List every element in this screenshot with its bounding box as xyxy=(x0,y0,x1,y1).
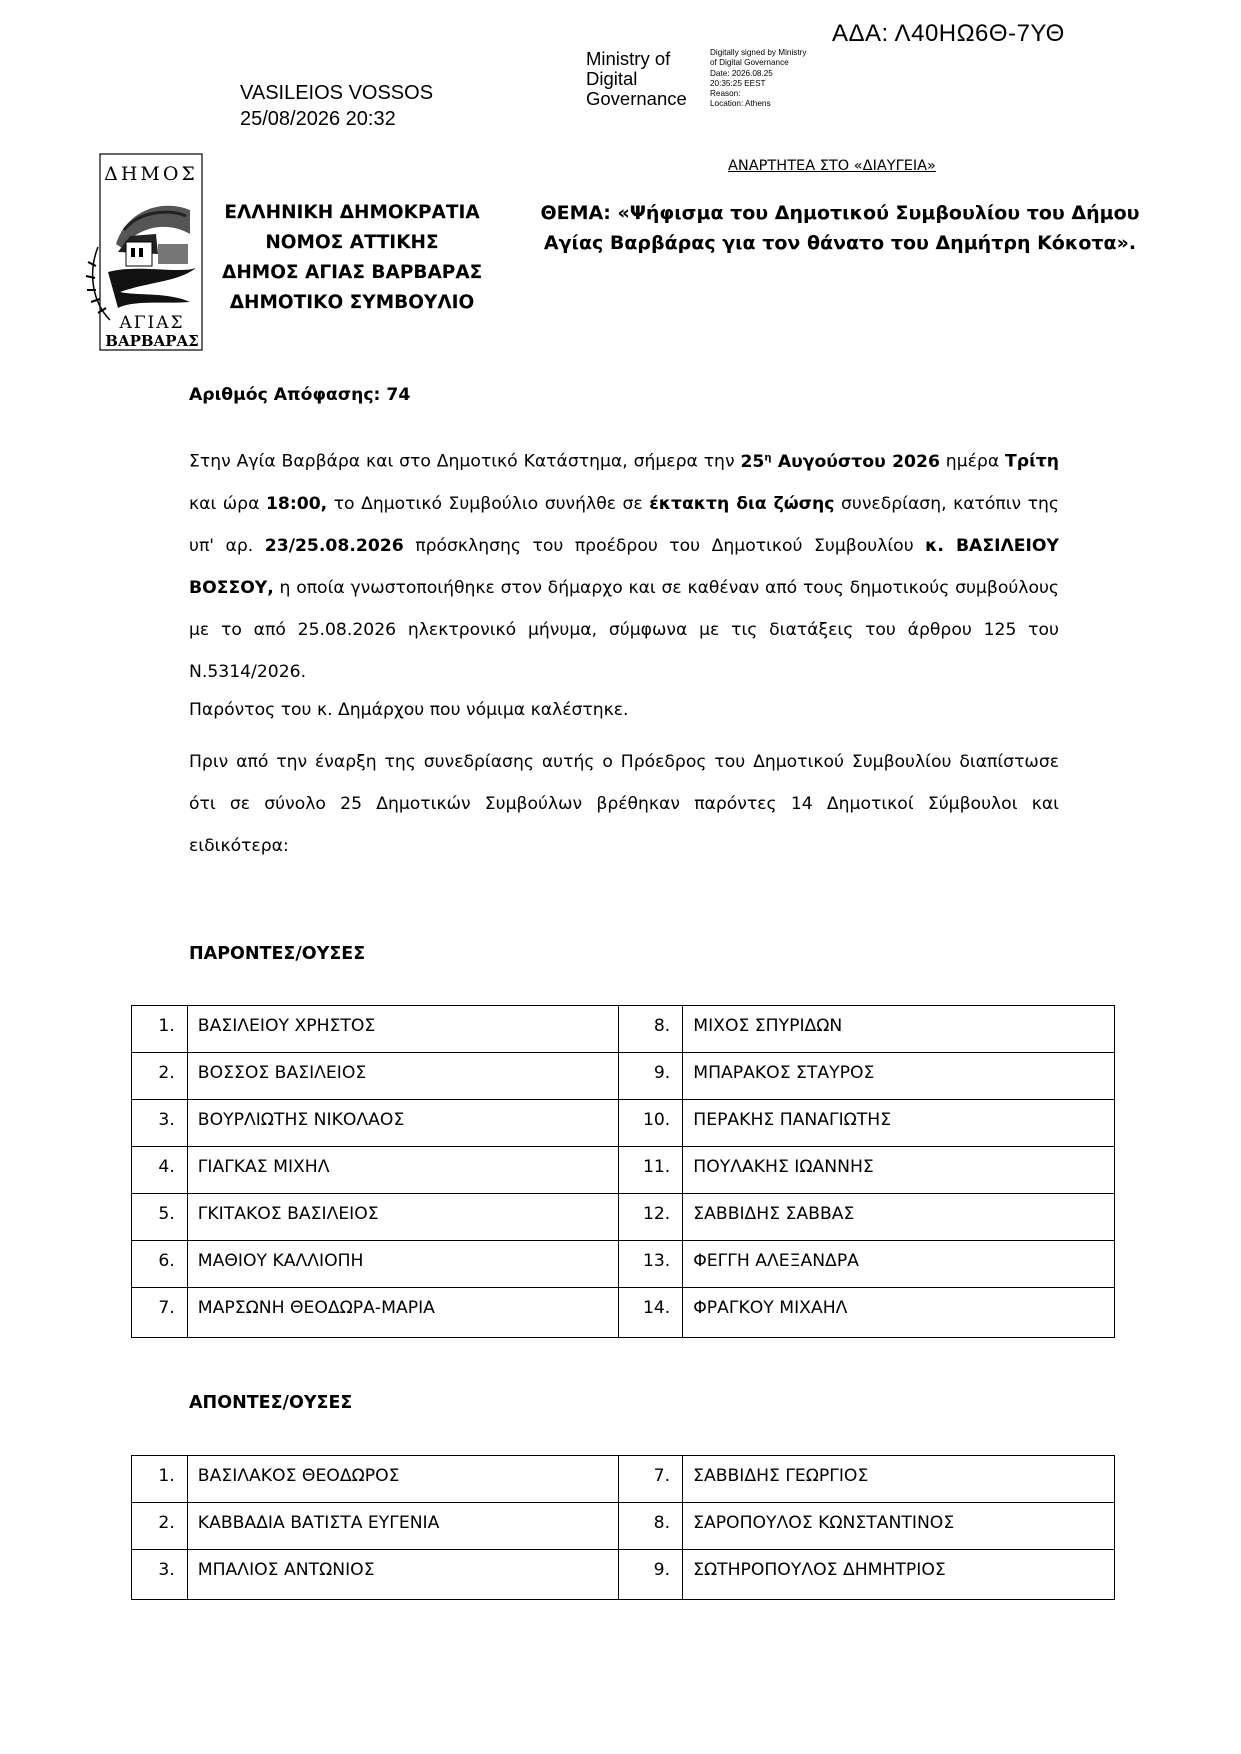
meeting-time: 18:00, xyxy=(265,493,328,514)
member-number: 9. xyxy=(619,1053,683,1100)
signer-block xyxy=(240,80,433,132)
signature-line: Date: 2026.08.25 xyxy=(710,68,773,78)
member-name: ΒΑΣΙΛΑΚΟΣ ΘΕΟΔΩΡΟΣ xyxy=(187,1456,619,1503)
member-name: ΦΡΑΓΚΟΥ ΜΙΧΑΗΛ xyxy=(683,1288,1115,1338)
letterhead xyxy=(222,198,482,318)
member-number: 5. xyxy=(132,1194,188,1241)
member-number: 11. xyxy=(619,1147,683,1194)
president-name: κ. ΒΑΣΙΛΕΙΟΥ ΒΟΣΣΟΥ, xyxy=(189,535,1059,598)
member-number: 9. xyxy=(619,1550,683,1600)
member-number: 6. xyxy=(132,1241,188,1288)
member-number: 8. xyxy=(619,1006,683,1053)
subject-line: ΘΕΜΑ: «Ψήφισμα του Δημοτικού Συμβουλίου του Δήμου xyxy=(540,202,1140,224)
signature-line: of Digital Governance xyxy=(710,58,789,68)
table-row xyxy=(132,1194,1115,1241)
publication-note: ΑΝΑΡΤΗΤΕΑ ΣΤΟ «ΔΙΑΥΓΕΙΑ» xyxy=(728,158,936,174)
invitation-number: 23/25.08.2026 xyxy=(264,535,404,556)
member-name: ΓΙΑΓΚΑΣ ΜΙΧΗΛ xyxy=(187,1147,619,1194)
table-row xyxy=(132,1503,1115,1550)
subject-title xyxy=(540,198,1140,258)
letterhead-line: ΝΟΜΟΣ ΑΤΤΙΚΗΣ xyxy=(265,232,439,253)
member-name: ΠΟΥΛΑΚΗΣ ΙΩΑΝΝΗΣ xyxy=(683,1147,1115,1194)
member-number: 10. xyxy=(619,1100,683,1147)
signature-line: 20:35:25 EEST xyxy=(710,78,766,88)
logo-bottom-line2: ΒΑΡΒΑΡΑΣ xyxy=(105,332,199,350)
table-row xyxy=(132,1147,1115,1194)
signer-name: VASILEIOS VOSSOS xyxy=(240,82,434,104)
member-number: 14. xyxy=(619,1288,683,1338)
document-body xyxy=(189,385,1059,867)
intro-text: πρόσκλησης του προέδρου του Δημοτικού Συμβουλίου xyxy=(403,535,926,556)
signer-datetime: 25/08/2026 20:32 xyxy=(240,108,396,130)
present-title: ΠΑΡΟΝΤΕΣ/ΟΥΣΕΣ xyxy=(189,944,366,964)
present-members-table xyxy=(131,1005,1115,1338)
member-name: ΣΑΡΟΠΟΥΛΟΣ ΚΩΝΣΤΑΝΤΙΝΟΣ xyxy=(683,1503,1115,1550)
table-row xyxy=(132,1100,1115,1147)
member-number: 8. xyxy=(619,1503,683,1550)
member-number: 1. xyxy=(132,1006,188,1053)
session-type: έκτακτη δια ζώσης xyxy=(649,493,835,514)
intro-text: ημέρα xyxy=(939,451,1006,472)
member-number: 2. xyxy=(132,1053,188,1100)
member-number: 7. xyxy=(619,1456,683,1503)
table-row xyxy=(132,1288,1115,1338)
member-number: 1. xyxy=(132,1456,188,1503)
intro-text: η οποία γνωστοποιήθηκε στον δήμαρχο και σε καθέναν από τους δημοτικούς συμβούλους με το από 25.08.2026 ηλεκτρονικό μήνυμα, σύμφωνα με τις διατάξεις του άρθρου 125 του Ν.5314/2026. xyxy=(189,577,1059,682)
quorum-paragraph: Πριν από την έναρξη της συνεδρίασης αυτής ο Πρόεδρος του Δημοτικού Συμβουλίου διαπίστωσε ότι σε σύνολο 25 Δημοτικών Συμβούλων βρέθηκαν παρόντες 14 Δημοτικοί Σύμβουλοι και ειδικότερα: xyxy=(189,751,1059,856)
absent-title: ΑΠΟΝΤΕΣ/ΟΥΣΕΣ xyxy=(189,1393,353,1413)
meeting-weekday: Τρίτη xyxy=(1005,451,1059,472)
digital-signature-info xyxy=(710,48,806,110)
table-row xyxy=(132,1006,1115,1053)
member-number: 4. xyxy=(132,1147,188,1194)
member-name: ΦΕΓΓΗ ΑΛΕΞΑΝΔΡΑ xyxy=(683,1241,1115,1288)
meeting-day: 25 xyxy=(740,451,765,472)
absent-members-table xyxy=(131,1455,1115,1600)
attendance-note: Παρόντος του κ. Δημάρχου που νόμιμα καλέστηκε. xyxy=(189,699,629,720)
member-number: 3. xyxy=(132,1550,188,1600)
table-row xyxy=(132,1053,1115,1100)
member-name: ΒΑΣΙΛΕΙΟΥ ΧΡΗΣΤΟΣ xyxy=(187,1006,619,1053)
letterhead-line: ΔΗΜΟΣ ΑΓΙΑΣ ΒΑΡΒΑΡΑΣ xyxy=(222,262,483,283)
member-name: ΣΑΒΒΙΔΗΣ ΣΑΒΒΑΣ xyxy=(683,1194,1115,1241)
member-name: ΜΑΘΙΟΥ ΚΑΛΛΙΟΠΗ xyxy=(187,1241,619,1288)
table-row xyxy=(132,1241,1115,1288)
member-number: 2. xyxy=(132,1503,188,1550)
ada-code: ΑΔΑ: Λ40ΗΩ6Θ-7ΥΘ xyxy=(832,20,1065,47)
signature-line: Digitally signed by Ministry xyxy=(710,48,807,57)
member-name: ΜΠΑΛΙΟΣ ΑΝΤΩΝΙΟΣ xyxy=(187,1550,619,1600)
signature-line: Location: Athens xyxy=(710,99,771,109)
ministry-line: Ministry of xyxy=(586,48,671,69)
subject-line: Αγίας Βαρβάρας για τον θάνατο του Δημήτρη Κόκοτα». xyxy=(543,232,1137,254)
member-number: 13. xyxy=(619,1241,683,1288)
ministry-line: Governance xyxy=(586,88,687,109)
member-name: ΜΑΡΣΩΝΗ ΘΕΟΔΩΡΑ-ΜΑΡΙΑ xyxy=(187,1288,619,1338)
intro-text: Στην Αγία Βαρβάρα και στο Δημοτικό Κατάστημα, σήμερα την xyxy=(189,451,741,472)
member-name: ΒΟΣΣΟΣ ΒΑΣΙΛΕΙΟΣ xyxy=(187,1053,619,1100)
intro-text: συνεδρίαση, κατόπιν της υπ' αρ. xyxy=(189,493,1059,556)
municipality-logo xyxy=(78,152,204,352)
meeting-month-year: Αυγούστου 2026 xyxy=(771,451,940,472)
intro-text: και ώρα xyxy=(189,493,266,514)
member-name: ΣΩΤΗΡΟΠΟΥΛΟΣ ΔΗΜΗΤΡΙΟΣ xyxy=(683,1550,1115,1600)
member-name: ΚΑΒΒΑΔΙΑ ΒΑΤΙΣΤΑ ΕΥΓΕΝΙΑ xyxy=(187,1503,619,1550)
intro-paragraph xyxy=(189,437,1059,693)
ministry-line: Digital xyxy=(586,68,638,89)
member-name: ΣΑΒΒΙΔΗΣ ΓΕΩΡΓΙΟΣ xyxy=(683,1456,1115,1503)
member-name: ΜΠΑΡΑΚΟΣ ΣΤΑΥΡΟΣ xyxy=(683,1053,1115,1100)
member-number: 7. xyxy=(132,1288,188,1338)
letterhead-line: ΔΗΜΟΤΙΚΟ ΣΥΜΒΟΥΛΙΟ xyxy=(229,292,475,313)
logo-bottom-line1: ΑΓΙΑΣ xyxy=(119,313,185,333)
decision-number: Αριθμός Απόφασης: 74 xyxy=(189,385,411,405)
member-number: 12. xyxy=(619,1194,683,1241)
member-name: ΒΟΥΡΛΙΩΤΗΣ ΝΙΚΟΛΑΟΣ xyxy=(187,1100,619,1147)
member-name: ΠΕΡΑΚΗΣ ΠΑΝΑΓΙΩΤΗΣ xyxy=(683,1100,1115,1147)
intro-text: το Δημοτικό Συμβούλιο συνήλθε σε xyxy=(327,493,650,514)
ministry-name xyxy=(586,49,687,109)
member-name: ΓΚΙΤΑΚΟΣ ΒΑΣΙΛΕΙΟΣ xyxy=(187,1194,619,1241)
table-row xyxy=(132,1456,1115,1503)
member-number: 3. xyxy=(132,1100,188,1147)
meeting-day-suffix: η xyxy=(764,452,772,463)
member-name: ΜΙΧΟΣ ΣΠΥΡΙΔΩΝ xyxy=(683,1006,1115,1053)
table-row xyxy=(132,1550,1115,1600)
logo-top-text: ΔΗΜΟΣ xyxy=(104,163,198,185)
signature-line: Reason: xyxy=(710,89,741,99)
letterhead-line: ΕΛΛΗΝΙΚΗ ΔΗΜΟΚΡΑΤΙΑ xyxy=(224,202,480,223)
